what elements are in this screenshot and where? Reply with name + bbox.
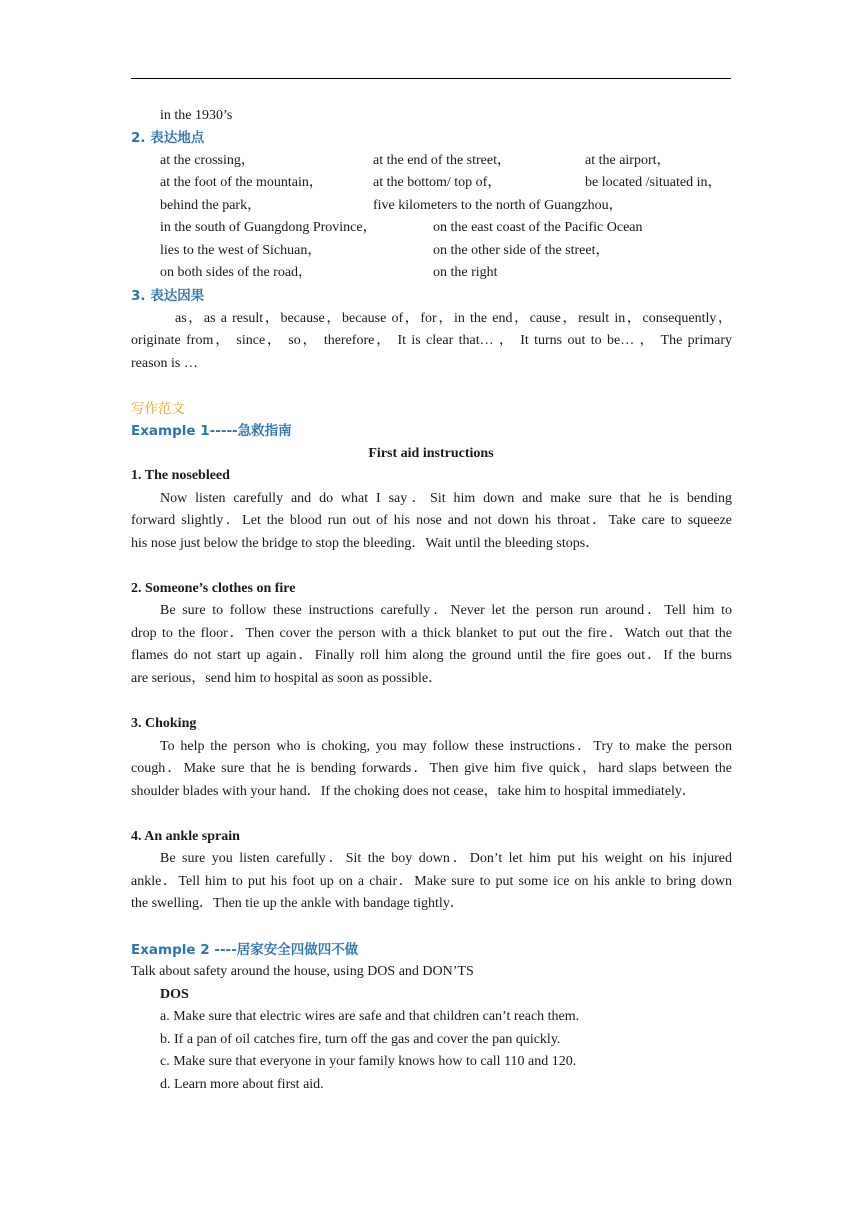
paragraph-line: ankle．Tell him to put his foot up on a chair．Make sure to put some ice on his ankle to bring down xyxy=(131,874,732,889)
paragraph-line: his nose just below the bridge to stop the bleeding．Wait until the bleeding stops． xyxy=(131,536,600,551)
cause-line: reason is … xyxy=(131,356,198,371)
dos-item: b. If a pan of oil catches fire, turn off the gas and cover the pan quickly. xyxy=(160,1032,561,1047)
paragraph-line: the swelling．Then tie up the ankle with bandage tightly． xyxy=(131,896,464,911)
place-phrase: at the airport， xyxy=(585,153,671,168)
paragraph-line: Be sure to follow these instructions carefully．Never let the person run around．Tell him to xyxy=(160,603,732,618)
writing-heading: 写作范文 xyxy=(131,401,185,417)
place-phrase: at the end of the street， xyxy=(373,153,512,168)
paragraph-line: Now listen carefully and do what I say．Sit him down and make sure that he is bending xyxy=(160,491,732,506)
example1-title: Example 1-----急救指南 xyxy=(131,423,292,439)
header-rule xyxy=(131,78,731,79)
paragraph-line: forward slightly．Let the blood run out of his nose and not down his throat．Take care to squeeze xyxy=(131,513,732,528)
dos-label: DOS xyxy=(160,987,189,1002)
paragraph-line: flames do not start up again．Finally roll him along the ground until the fire goes out．If the burns xyxy=(131,648,732,663)
cause-line: originate from， since， so， therefore， It is clear that… ， It turns out to be… ， The primary xyxy=(131,333,732,348)
place-phrase: on the east coast of the Pacific Ocean xyxy=(433,220,643,235)
place-phrase: be located /situated in， xyxy=(585,175,722,190)
cause-heading: 3. 表达因果 xyxy=(131,288,205,304)
place-phrase: behind the park， xyxy=(160,198,262,213)
paragraph-line: drop to the floor．Then cover the person with a thick blanket to put out the fire．Watch out that the xyxy=(131,626,732,641)
place-heading: 2. 表达地点 xyxy=(131,130,205,146)
paragraph-line: To help the person who is choking, you may follow these instructions．Try to make the person xyxy=(160,739,732,754)
cause-line: as，as a result，because，because of，for，in the end，cause，result in，consequently， xyxy=(175,311,732,326)
example2-title: Example 2 ----居家安全四做四不做 xyxy=(131,942,359,958)
example2-intro: Talk about safety around the house, using DOS and DON’TS xyxy=(131,964,474,979)
dos-item: a. Make sure that electric wires are safe and that children can’t reach them. xyxy=(160,1009,580,1024)
paragraph-line: are serious，send him to hospital as soon as possible． xyxy=(131,671,443,686)
section-title: 2. Someone’s clothes on fire xyxy=(131,581,296,596)
place-phrase: on both sides of the road， xyxy=(160,265,313,280)
example1-center-title: First aid instructions xyxy=(368,446,494,461)
dos-item: d. Learn more about first aid. xyxy=(160,1077,324,1092)
place-phrase: at the bottom/ top of， xyxy=(373,175,502,190)
section-title: 1. The nosebleed xyxy=(131,468,230,483)
paragraph-line: cough．Make sure that he is bending forwards．Then give him five quick，hard slaps between the xyxy=(131,761,732,776)
paragraph-line: shoulder blades with your hand．If the choking does not cease，take him to hospital immediately． xyxy=(131,784,696,799)
paragraph-line: Be sure you listen carefully．Sit the boy down．Don’t let him put his weight on his injured xyxy=(160,851,732,866)
place-phrase: lies to the west of Sichuan， xyxy=(160,243,322,258)
place-phrase: on the right xyxy=(433,265,498,280)
place-phrase: in the south of Guangdong Province， xyxy=(160,220,377,235)
place-phrase: at the crossing， xyxy=(160,153,255,168)
dos-item: c. Make sure that everyone in your family knows how to call 110 and 120. xyxy=(160,1054,577,1069)
time-expression-tail: in the 1930’s xyxy=(160,108,233,123)
place-phrase: on the other side of the street， xyxy=(433,243,610,258)
place-phrase: at the foot of the mountain， xyxy=(160,175,323,190)
section-title: 3. Choking xyxy=(131,716,197,731)
section-title: 4. An ankle sprain xyxy=(131,829,240,844)
place-phrase: five kilometers to the north of Guangzhou， xyxy=(373,198,623,213)
